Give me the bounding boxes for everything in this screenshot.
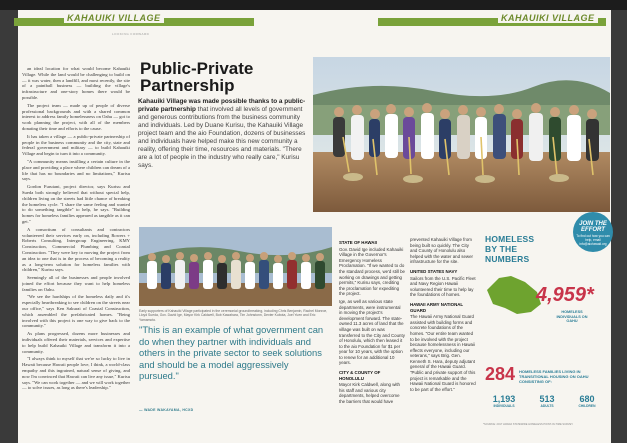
infographic-title-line: HOMELESS xyxy=(485,234,535,244)
page-edge-left xyxy=(0,10,18,443)
partners-column-b xyxy=(410,217,476,394)
stat-value: 1,193 xyxy=(492,394,516,404)
body-paragraph: A consortium of consultants and contractors volunteered their services early on, including Rowers + Roberts Consulting, Intergroup Engineering, KMY Construction, Commercial Plumbing and Coastal Construction. "They were key to moving the project from an idea to one that is in the process of becoming a reality as a long-term solution for homeless families with children," Kurisu says. xyxy=(22,226,130,273)
homeless-families-label: HOMELESS FAMILIES LIVING IN TRANSITIONAL HOUSING ON OAHU CONSISTING OF: xyxy=(519,369,589,384)
groundbreaking-photo xyxy=(313,57,610,212)
infographic-title-line: NUMBERS xyxy=(485,254,530,264)
stat-label: ADULTS xyxy=(540,404,554,408)
badge-text: To find out how you can help, email info@aiohawaii.org xyxy=(576,234,610,246)
pull-quote-attribution: — WADE WAKAYAMA, HCXD xyxy=(139,408,194,412)
join-effort-badge[interactable] xyxy=(573,212,613,252)
section-title-right: KAHAUIKI VILLAGE xyxy=(498,13,598,23)
body-paragraph: Seemingly all of the businesses and people involved joined the effort because they want to help homeless families on Oahu. xyxy=(22,275,130,292)
article-lead xyxy=(138,98,308,170)
infographic-title xyxy=(485,234,534,264)
partner-text: The Hawaii Army National Guard assisted with building forms and concrete foundations of the homes. "Our entire team wanted to be involved with the project because homelessness in Hawaii effects everyone, including our veterans," says Brig. Gen. Kenneth S. Hara, deputy adjutant general of the Hawaii Guard. "Public and private support of this project is remarkable and the Hawaii National Guard is honored to be part of the effort." xyxy=(410,314,476,392)
section-crumb: LOOKING FORWARD xyxy=(112,32,150,36)
group-photo xyxy=(139,227,332,306)
infographic-title-line: BY THE xyxy=(485,244,518,254)
partner-heading: STATE OF HAWAII xyxy=(339,240,377,245)
partner-heading: CITY & COUNTY OF HONOLULU xyxy=(339,370,381,381)
photo-caption: Early supporters of Kahauiki Village participated in the ceremonial groundbreaking, including Chris Benjamin, Rachel Monroe, Lloyd Sueda, Gov. David Ige, Mayor Kirk Caldwell, Bob Kawahara, Tim Johnstonn, Dexter Kubota, Joel Yuen and Eric Yamamoto. xyxy=(139,309,328,322)
body-paragraph: an ideal location for what would become Kahauiki Village. While the land would be challenging to build on — it was water, then a landfill, and most recently, the site of a paintball business — building the village's infrastructure and one-story homes there would be possible. xyxy=(22,66,130,100)
stat-value: 513 xyxy=(539,394,555,404)
homeless-families-value: 284 xyxy=(485,364,516,384)
top-band xyxy=(0,0,627,10)
stat-label: INDIVIDUALS xyxy=(493,404,515,408)
stat-individuals xyxy=(481,394,527,408)
body-paragraph: It has taken a village — a public-private partnership of people in the business community and the city, state and federal government and military — to build Kahauiki Village and begin to turn it into a community. xyxy=(22,133,130,157)
body-paragraph: "A community means instilling a certain culture in the place and providing a place where children can dream of a life that has no boundaries and no limitations," Kurisu says. xyxy=(22,158,130,182)
stat-children xyxy=(567,394,607,408)
body-paragraph: The project team — made up of people of diverse professional backgrounds and with a shared common interest to address family homelessness on Oahu — got to work planning the project, with all of the members donating their time and efforts to the cause. xyxy=(22,102,130,131)
partner-text: Sailors from the U.S. Pacific Fleet and Navy Region Hawaii volunteered their time to help lay the foundations of homes. xyxy=(410,275,476,298)
group-photo-art xyxy=(139,227,332,306)
homeless-individuals-label: HOMELESS INDIVIDUALS ON OAHU xyxy=(556,310,588,324)
pull-quote: "This is an example of what government can do when they partner with individuals and others in the private sector to seek solutions and should be a model aggressively pursued." xyxy=(139,324,324,382)
partner-text: Ige, as well as various state departments, were instrumental in moving the project's development forward. The state-owned 11.3 acres of land that the village was built on was transferred to the City and County of Honolulu, which then leased it to the aio Foundation for $1 per year for 10 years, with the option to renew for an additional 10 years. xyxy=(339,298,405,366)
body-paragraph: As plans progressed, dozens more businesses and individuals offered their materials, services and expertise to help build Kahauiki Village and transform it into a community. xyxy=(22,331,130,354)
body-paragraph: Gordon Furutani, project director, says Kurisu and Sueda both strongly believed that without special help, children living on the streets had little chance of breaking the homeless cycle. "I share the same feeling and wanted to do something tangible" to help, he says. "Building homes for homeless families appeared as tangible as it can get." xyxy=(22,184,130,224)
partner-heading: UNITED STATES NAVY xyxy=(410,268,458,274)
partner-text: Mayor Kirk Caldwell, along with his staff and various city departments, helped overcome the barriers that would have xyxy=(339,382,401,405)
lead-rest: that involved all levels of government and generous contributions from the business community and individuals. Led by Duane Kurisu, the Kahauiki Village project team and the aio Foundation, dozens of businesses and individuals have helped make this new community a reality, offering their time, resources and materials. "There are a lot of people in the industry who really care," Kurisu says. xyxy=(138,106,306,169)
homeless-individuals-value: 4,959* xyxy=(536,284,594,306)
badge-headline: JOIN THE EFFORT xyxy=(579,221,607,233)
partner-heading: HAWAII ARMY NATIONAL GUARD xyxy=(410,301,464,313)
body-paragraph: "I always think to myself that we're so lucky to live in Hawaii because Hawaii people love, I think, a world-class empathy and this ingrained, natural sense of giving, and now I'm convinced that Hawaii can live any issue," Kurisu says. "We can work together — and we will work together — to solve issues, as long as there's leadership." xyxy=(22,356,130,391)
page-edge-right xyxy=(611,10,627,443)
lead-bold: Kahauiki Village was made possible thanks to a public-private partnership xyxy=(138,98,306,113)
body-paragraph: "We see the hardships of the homeless daily and it's especially heartbreaking to see children on the streets near our office," says Ken Sakurai of Coastal Construction, which assembled the prefabricated homes. "Being involved with this project is one way to give back to the community." xyxy=(22,294,130,329)
infographic-source: *SOURCE: 2017 HAWAII STATEWIDE HOMELESS POINT-IN-TIME SURVEY xyxy=(483,423,574,426)
groundbreaking-photo-art xyxy=(313,57,610,212)
article-title: Public-Private Partnership xyxy=(140,59,254,95)
stat-label: CHILDREN xyxy=(578,404,596,408)
stat-value: 680 xyxy=(579,394,595,404)
stat-adults xyxy=(527,394,567,408)
partner-text: Gov. David Ige included Kahauiki Village in the Governor's Emergency Homeless Proclamation. "If we wanted to do the standard process, we'd still be working on drawings and getting permits," Kurisu says, crediting the proclamation for expediting the project. xyxy=(339,246,406,297)
homeless-infographic xyxy=(481,212,611,432)
section-title-left: KAHAUIKI VILLAGE xyxy=(64,13,164,23)
partners-column-a xyxy=(339,236,405,407)
partner-text: prevented Kahauiki Village from being built so quickly. The City and County of Honolulu also helped with the water and sewer infrastructure for the site. xyxy=(410,237,473,265)
article-body-column xyxy=(22,66,130,426)
